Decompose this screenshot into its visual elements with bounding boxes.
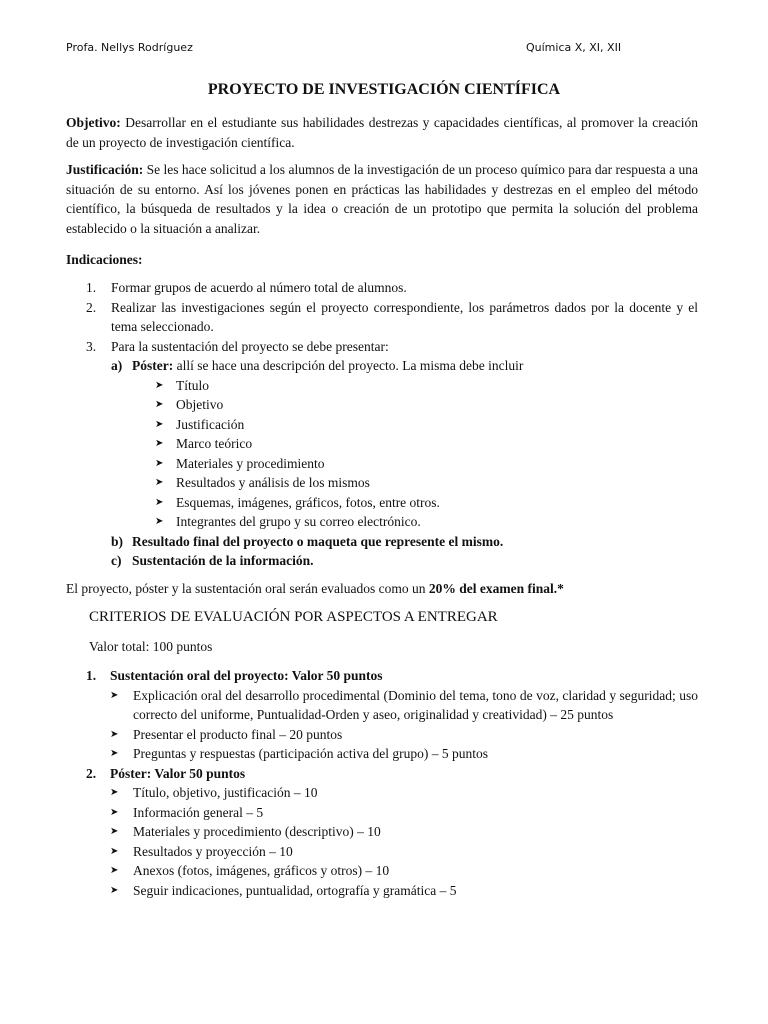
arrowhead-bullet-icon: ➤ (110, 728, 119, 740)
presentation-sublist (111, 356, 698, 571)
item-text: Presentar el producto final – 20 puntos (133, 726, 343, 742)
list-item (110, 686, 698, 725)
list-item (66, 337, 698, 571)
criterios-heading: CRITERIOS DE EVALUACIÓN POR ASPECTOS A ENTREGAR (89, 609, 498, 625)
item-text: Marco teórico (176, 436, 253, 451)
arrowhead-bullet-icon: ➤ (110, 845, 119, 857)
arrowhead-bullet-icon: ➤ (110, 787, 119, 798)
final-note-bold: 20% del examen final.* (428, 581, 564, 596)
arrowhead-bullet-icon: ➤ (155, 516, 164, 527)
item-number: 2. (86, 299, 97, 315)
list-item (110, 881, 698, 901)
item-text: Materiales y procedimiento (descriptivo) – 10 (133, 824, 381, 839)
objetivo-text: Desarrollar en el estudiante sus habilidades destrezas y capacidades científicas, al promover la creación de un proyecto de investigación científica. (66, 115, 698, 150)
section-heading: Sustentación oral del proyecto: Valor 50 puntos (110, 668, 383, 683)
list-item (132, 454, 698, 474)
poster-contents-list (132, 376, 698, 532)
justificacion-paragraph (66, 160, 698, 238)
arrowhead-bullet-icon: ➤ (155, 379, 164, 391)
sub-letter: c) (111, 553, 122, 568)
item-text: Realizar las investigaciones según el proyecto correspondiente, los parámetros dados por la docente y el tema seleccionado. (111, 299, 698, 334)
item-text: Información general – 5 (133, 804, 264, 820)
sustentacion-text: Sustentación de la información. (132, 553, 314, 568)
arrowhead-bullet-icon: ➤ (110, 689, 119, 701)
item-text: Materiales y procedimiento (176, 455, 325, 471)
sub-letter: b) (111, 533, 124, 549)
item-text: Esquemas, imágenes, gráficos, fotos, entre otros. (176, 494, 440, 510)
section-number: 1. (86, 668, 97, 683)
criterio-items (110, 783, 698, 900)
list-item (132, 512, 698, 532)
justificacion-text: Se les hace solicitud a los alumnos de la investigación de un proceso químico para dar respuesta a una situación de su entorno. Así los jóvenes ponen en prácticas las habilidades y destrezas en el empleo del método científico, la búsqueda de resultados y la idea o creación de un prototipo que permita la solución del problema establecido o la situación a analizar. (66, 162, 698, 236)
justificacion-label: Justificación: (66, 162, 144, 177)
list-item (132, 434, 698, 454)
item-number: 3. (86, 338, 97, 354)
item-text: Preguntas y respuestas (participación activa del grupo) – 5 puntos (133, 746, 489, 761)
indicaciones-heading: Indicaciones: (66, 252, 143, 267)
header-author: Profa. Nellys Rodríguez (66, 41, 193, 54)
final-note-text: El proyecto, póster y la sustentación oral serán evaluados como un (66, 581, 429, 596)
list-item (132, 376, 698, 396)
criterios-list (66, 666, 698, 900)
arrowhead-bullet-icon: ➤ (155, 477, 164, 488)
sub-item-poster (111, 356, 698, 532)
objetivo-label: Objetivo: (66, 115, 121, 130)
criterio-section-poster (66, 764, 698, 901)
resultado-text: Resultado final del proyecto o maqueta que represente el mismo. (132, 533, 504, 549)
section-number: 2. (86, 765, 97, 781)
sub-letter: a) (111, 358, 123, 373)
arrowhead-bullet-icon: ➤ (155, 438, 164, 449)
list-item (110, 725, 698, 745)
list-item (110, 842, 698, 862)
final-note (66, 579, 698, 599)
item-number: 1. (86, 280, 97, 295)
list-item (110, 783, 698, 803)
arrowhead-bullet-icon: ➤ (110, 826, 119, 837)
criterio-section-sustentacion (66, 666, 698, 764)
item-text: Resultados y análisis de los mismos (176, 475, 370, 490)
list-item (132, 395, 698, 415)
sub-item-sustentacion (111, 551, 698, 571)
arrowhead-bullet-icon: ➤ (155, 418, 164, 430)
item-text: Título, objetivo, justificación – 10 (133, 785, 318, 800)
header-course: Química X, XI, XII (526, 41, 622, 54)
arrowhead-bullet-icon: ➤ (155, 399, 164, 410)
section-heading: Póster: Valor 50 puntos (110, 765, 246, 781)
arrowhead-bullet-icon: ➤ (155, 457, 164, 469)
arrowhead-bullet-icon: ➤ (110, 748, 119, 759)
document-title: PROYECTO DE INVESTIGACIÓN CIENTÍFICA (207, 81, 561, 98)
list-item (110, 861, 698, 881)
criterio-items (110, 686, 698, 764)
item-text: Para la sustentación del proyecto se debe presentar: (111, 338, 389, 354)
arrowhead-bullet-icon: ➤ (110, 865, 119, 876)
list-item (132, 473, 698, 493)
item-text: Integrantes del grupo y su correo electrónico. (176, 514, 421, 529)
arrowhead-bullet-icon: ➤ (110, 806, 119, 818)
indicaciones-list (66, 278, 698, 571)
list-item (132, 415, 698, 435)
item-text: Explicación oral del desarrollo procedimental (Dominio del tema, tono de voz, claridad y seguridad; uso correcto del uniforme, Puntualidad-Orden y aseo, originalidad y creatividad) – 25 puntos (133, 687, 698, 722)
poster-text: allí se hace una descripción del proyecto. La misma debe incluir (173, 358, 524, 373)
arrowhead-bullet-icon: ➤ (155, 496, 164, 508)
item-text: Resultados y proyección – 10 (133, 843, 293, 859)
valor-total: Valor total: 100 puntos (89, 639, 213, 654)
item-text: Objetivo (176, 397, 224, 412)
item-text: Anexos (fotos, imágenes, gráficos y otros) – 10 (133, 863, 390, 878)
poster-label: Póster: (132, 358, 174, 373)
arrowhead-bullet-icon: ➤ (110, 884, 119, 896)
list-item (110, 744, 698, 764)
list-item (110, 822, 698, 842)
sub-item-resultado (111, 532, 698, 552)
item-text: Título (176, 377, 209, 393)
item-text: Justificación (176, 416, 245, 432)
list-item (132, 493, 698, 513)
objetivo-paragraph (66, 113, 698, 152)
item-text: Seguir indicaciones, puntualidad, ortografía y gramática – 5 (133, 882, 457, 898)
list-item (110, 803, 698, 823)
list-item (66, 278, 698, 298)
list-item (66, 298, 698, 337)
item-text: Formar grupos de acuerdo al número total de alumnos. (111, 280, 407, 295)
